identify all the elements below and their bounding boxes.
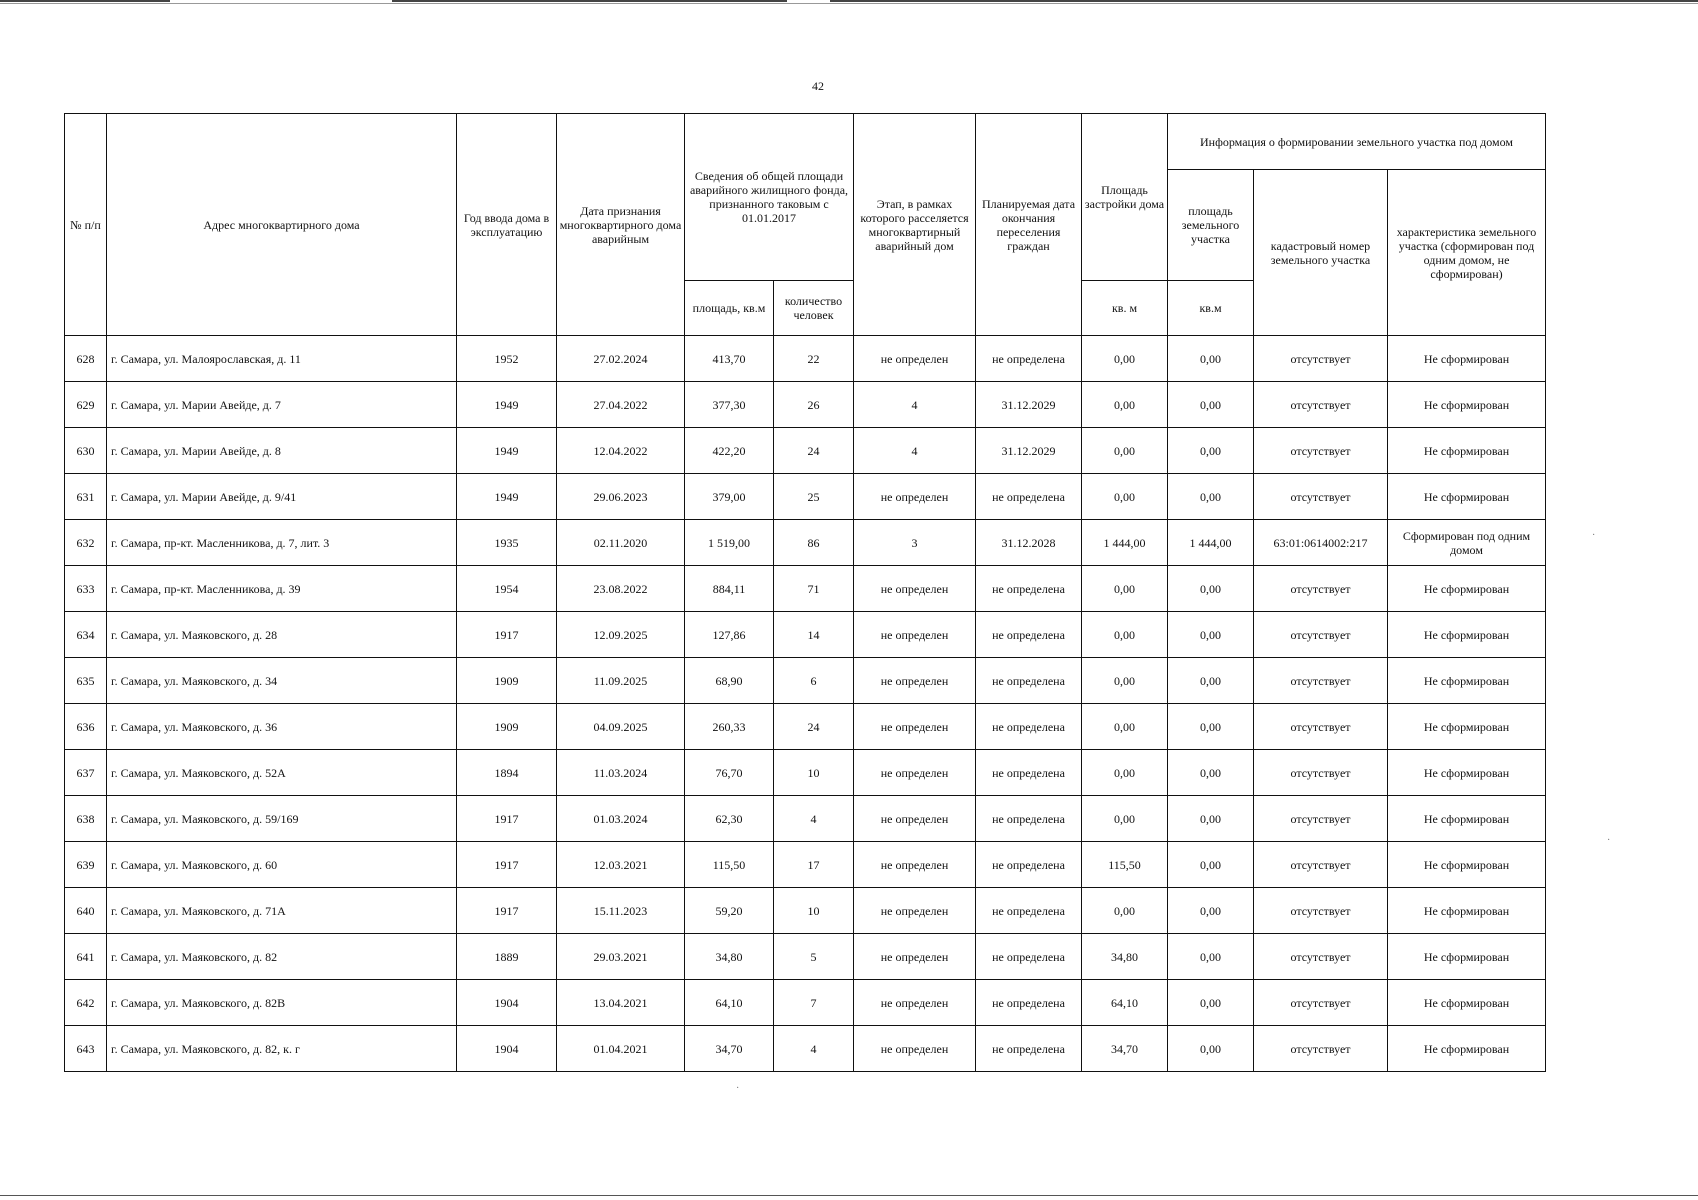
row-year: 1909 <box>457 704 557 750</box>
row-year: 1949 <box>457 428 557 474</box>
row-cadastral: 63:01:0614002:217 <box>1254 520 1388 566</box>
row-building-area: 0,00 <box>1082 750 1168 796</box>
table-body <box>65 336 1546 1072</box>
row-date: 01.03.2024 <box>557 796 685 842</box>
row-land-status: Не сформирован <box>1388 382 1546 428</box>
row-people: 10 <box>774 750 854 796</box>
row-date: 29.06.2023 <box>557 474 685 520</box>
row-land-status: Не сформирован <box>1388 658 1546 704</box>
row-area: 127,86 <box>685 612 774 658</box>
row-stage: не определен <box>854 474 976 520</box>
row-area: 260,33 <box>685 704 774 750</box>
row-num: 633 <box>65 566 107 612</box>
row-cadastral: отсутствует <box>1254 796 1388 842</box>
row-date: 23.08.2022 <box>557 566 685 612</box>
row-planned-date: не определена <box>976 474 1082 520</box>
row-people: 7 <box>774 980 854 1026</box>
row-stage: не определен <box>854 1026 976 1072</box>
row-area: 34,80 <box>685 934 774 980</box>
row-land-status: Не сформирован <box>1388 888 1546 934</box>
row-date: 11.03.2024 <box>557 750 685 796</box>
row-area: 34,70 <box>685 1026 774 1072</box>
row-land-area: 0,00 <box>1168 1026 1254 1072</box>
row-land-status: Не сформирован <box>1388 1026 1546 1072</box>
row-people: 4 <box>774 1026 854 1072</box>
row-area: 422,20 <box>685 428 774 474</box>
row-cadastral: отсутствует <box>1254 566 1388 612</box>
row-date: 04.09.2025 <box>557 704 685 750</box>
row-stage: не определен <box>854 980 976 1026</box>
row-people: 24 <box>774 428 854 474</box>
row-year: 1894 <box>457 750 557 796</box>
row-land-area: 0,00 <box>1168 428 1254 474</box>
row-date: 02.11.2020 <box>557 520 685 566</box>
row-land-area: 0,00 <box>1168 980 1254 1026</box>
row-building-area: 0,00 <box>1082 888 1168 934</box>
header-num: № п/п <box>65 114 107 336</box>
row-num: 628 <box>65 336 107 382</box>
row-cadastral: отсутствует <box>1254 704 1388 750</box>
row-stage: не определен <box>854 612 976 658</box>
row-land-status: Не сформирован <box>1388 796 1546 842</box>
row-area: 76,70 <box>685 750 774 796</box>
row-land-status: Не сформирован <box>1388 980 1546 1026</box>
scan-bottom-edge <box>0 1195 1698 1198</box>
row-people: 14 <box>774 612 854 658</box>
row-address: г. Самара, ул. Маяковского, д. 28 <box>107 612 457 658</box>
header-date-recognized: Дата признания многоквартирного дома аварийным <box>557 114 685 336</box>
row-year: 1904 <box>457 980 557 1026</box>
scan-speck: · <box>1607 835 1611 846</box>
row-stage: 4 <box>854 428 976 474</box>
row-year: 1917 <box>457 612 557 658</box>
row-address: г. Самара, ул. Маяковского, д. 82, к. г <box>107 1026 457 1072</box>
row-building-area: 115,50 <box>1082 842 1168 888</box>
row-building-area: 0,00 <box>1082 796 1168 842</box>
row-year: 1917 <box>457 842 557 888</box>
row-land-area: 0,00 <box>1168 658 1254 704</box>
row-date: 12.03.2021 <box>557 842 685 888</box>
row-building-area: 0,00 <box>1082 428 1168 474</box>
row-planned-date: не определена <box>976 750 1082 796</box>
row-planned-date: 31.12.2028 <box>976 520 1082 566</box>
header-year: Год ввода дома в эксплуатацию <box>457 114 557 336</box>
row-land-area: 0,00 <box>1168 750 1254 796</box>
row-planned-date: не определена <box>976 658 1082 704</box>
header-land-area: площадь земельного участка <box>1168 170 1254 281</box>
row-cadastral: отсутствует <box>1254 336 1388 382</box>
row-stage: 3 <box>854 520 976 566</box>
row-people: 10 <box>774 888 854 934</box>
emergency-housing-table <box>64 113 1546 1072</box>
row-stage: не определен <box>854 566 976 612</box>
row-cadastral: отсутствует <box>1254 980 1388 1026</box>
row-address: г. Самара, ул. Маяковского, д. 82 <box>107 934 457 980</box>
row-year: 1935 <box>457 520 557 566</box>
row-area: 62,30 <box>685 796 774 842</box>
row-planned-date: не определена <box>976 1026 1082 1072</box>
row-address: г. Самара, ул. Марии Авейде, д. 7 <box>107 382 457 428</box>
row-year: 1909 <box>457 658 557 704</box>
row-address: г. Самара, ул. Маяковского, д. 36 <box>107 704 457 750</box>
row-building-area: 1 444,00 <box>1082 520 1168 566</box>
header-building-area-unit: кв. м <box>1082 281 1168 336</box>
row-people: 17 <box>774 842 854 888</box>
row-land-status: Не сформирован <box>1388 704 1546 750</box>
table-row <box>65 750 1546 796</box>
row-area: 1 519,00 <box>685 520 774 566</box>
row-building-area: 64,10 <box>1082 980 1168 1026</box>
row-cadastral: отсутствует <box>1254 658 1388 704</box>
table-row <box>65 658 1546 704</box>
table-row <box>65 474 1546 520</box>
row-date: 01.04.2021 <box>557 1026 685 1072</box>
row-address: г. Самара, пр-кт. Масленникова, д. 39 <box>107 566 457 612</box>
row-land-status: Не сформирован <box>1388 474 1546 520</box>
scan-top-edge <box>0 0 1698 4</box>
row-area: 377,30 <box>685 382 774 428</box>
row-planned-date: не определена <box>976 796 1082 842</box>
row-land-area: 0,00 <box>1168 566 1254 612</box>
row-land-status: Не сформирован <box>1388 428 1546 474</box>
row-num: 640 <box>65 888 107 934</box>
header-people: количество человек <box>774 281 854 336</box>
table-row <box>65 336 1546 382</box>
row-building-area: 0,00 <box>1082 612 1168 658</box>
row-address: г. Самара, ул. Маяковского, д. 82В <box>107 980 457 1026</box>
row-stage: не определен <box>854 888 976 934</box>
row-num: 641 <box>65 934 107 980</box>
row-date: 11.09.2025 <box>557 658 685 704</box>
row-year: 1954 <box>457 566 557 612</box>
row-land-area: 0,00 <box>1168 934 1254 980</box>
table-row <box>65 934 1546 980</box>
row-num: 637 <box>65 750 107 796</box>
row-land-status: Не сформирован <box>1388 934 1546 980</box>
row-year: 1949 <box>457 382 557 428</box>
row-land-area: 0,00 <box>1168 796 1254 842</box>
row-num: 642 <box>65 980 107 1026</box>
row-land-area: 0,00 <box>1168 704 1254 750</box>
table-row <box>65 520 1546 566</box>
row-area: 884,11 <box>685 566 774 612</box>
row-num: 630 <box>65 428 107 474</box>
header-building-area: Площадь застройки дома <box>1082 114 1168 281</box>
row-cadastral: отсутствует <box>1254 750 1388 796</box>
row-building-area: 0,00 <box>1082 704 1168 750</box>
row-people: 4 <box>774 796 854 842</box>
row-land-area: 1 444,00 <box>1168 520 1254 566</box>
row-date: 27.04.2022 <box>557 382 685 428</box>
table-row <box>65 428 1546 474</box>
row-date: 29.03.2021 <box>557 934 685 980</box>
row-land-status: Не сформирован <box>1388 842 1546 888</box>
row-land-status: Не сформирован <box>1388 612 1546 658</box>
row-land-status: Не сформирован <box>1388 566 1546 612</box>
row-people: 25 <box>774 474 854 520</box>
row-people: 26 <box>774 382 854 428</box>
row-planned-date: не определена <box>976 336 1082 382</box>
row-year: 1904 <box>457 1026 557 1072</box>
row-land-status: Не сформирован <box>1388 336 1546 382</box>
row-date: 13.04.2021 <box>557 980 685 1026</box>
row-stage: не определен <box>854 750 976 796</box>
scan-speck: · <box>736 1083 740 1094</box>
row-year: 1917 <box>457 888 557 934</box>
row-cadastral: отсутствует <box>1254 1026 1388 1072</box>
row-cadastral: отсутствует <box>1254 428 1388 474</box>
table-row <box>65 612 1546 658</box>
table-row <box>65 704 1546 750</box>
row-planned-date: не определена <box>976 980 1082 1026</box>
row-cadastral: отсутствует <box>1254 612 1388 658</box>
row-num: 636 <box>65 704 107 750</box>
row-stage: не определен <box>854 658 976 704</box>
row-land-area: 0,00 <box>1168 888 1254 934</box>
row-planned-date: не определена <box>976 934 1082 980</box>
row-building-area: 0,00 <box>1082 336 1168 382</box>
row-land-status: Не сформирован <box>1388 750 1546 796</box>
row-address: г. Самара, ул. Марии Авейде, д. 9/41 <box>107 474 457 520</box>
row-building-area: 34,70 <box>1082 1026 1168 1072</box>
header-land-info: Информация о формировании земельного участка под домом <box>1168 114 1546 170</box>
row-people: 24 <box>774 704 854 750</box>
row-area: 115,50 <box>685 842 774 888</box>
row-land-area: 0,00 <box>1168 336 1254 382</box>
row-stage: не определен <box>854 704 976 750</box>
row-land-area: 0,00 <box>1168 612 1254 658</box>
row-year: 1949 <box>457 474 557 520</box>
row-land-area: 0,00 <box>1168 382 1254 428</box>
table-row <box>65 566 1546 612</box>
row-area: 59,20 <box>685 888 774 934</box>
header-area-info: Сведения об общей площади аварийного жилищного фонда, признанного таковым с 01.01.2017 <box>685 114 854 281</box>
row-planned-date: не определена <box>976 888 1082 934</box>
row-planned-date: не определена <box>976 704 1082 750</box>
row-address: г. Самара, ул. Маяковского, д. 52А <box>107 750 457 796</box>
row-planned-date: не определена <box>976 842 1082 888</box>
row-building-area: 0,00 <box>1082 658 1168 704</box>
row-building-area: 34,80 <box>1082 934 1168 980</box>
row-area: 379,00 <box>685 474 774 520</box>
row-planned-date: не определена <box>976 612 1082 658</box>
row-planned-date: 31.12.2029 <box>976 382 1082 428</box>
row-date: 12.04.2022 <box>557 428 685 474</box>
row-building-area: 0,00 <box>1082 382 1168 428</box>
row-address: г. Самара, ул. Малоярославская, д. 11 <box>107 336 457 382</box>
row-cadastral: отсутствует <box>1254 934 1388 980</box>
row-stage: не определен <box>854 934 976 980</box>
row-cadastral: отсутствует <box>1254 888 1388 934</box>
header-stage: Этап, в рамках которого расселяется многоквартирный аварийный дом <box>854 114 976 336</box>
row-cadastral: отсутствует <box>1254 474 1388 520</box>
row-num: 634 <box>65 612 107 658</box>
row-year: 1917 <box>457 796 557 842</box>
row-num: 635 <box>65 658 107 704</box>
header-planned-date: Планируемая дата окончания переселения граждан <box>976 114 1082 336</box>
row-date: 15.11.2023 <box>557 888 685 934</box>
header-cadastral: кадастровый номер земельного участка <box>1254 170 1388 336</box>
row-area: 68,90 <box>685 658 774 704</box>
row-stage: 4 <box>854 382 976 428</box>
row-num: 643 <box>65 1026 107 1072</box>
table-row <box>65 842 1546 888</box>
row-stage: не определен <box>854 336 976 382</box>
header-land-area-unit: кв.м <box>1168 281 1254 336</box>
row-people: 22 <box>774 336 854 382</box>
scan-speck: · <box>1592 530 1596 541</box>
header-address: Адрес многоквартирного дома <box>107 114 457 336</box>
row-land-area: 0,00 <box>1168 842 1254 888</box>
row-stage: не определен <box>854 842 976 888</box>
row-date: 27.02.2024 <box>557 336 685 382</box>
table-row <box>65 796 1546 842</box>
table-row <box>65 888 1546 934</box>
page-number: 42 <box>812 79 824 93</box>
row-people: 5 <box>774 934 854 980</box>
row-address: г. Самара, ул. Маяковского, д. 60 <box>107 842 457 888</box>
row-planned-date: не определена <box>976 566 1082 612</box>
row-num: 629 <box>65 382 107 428</box>
table-row <box>65 1026 1546 1072</box>
table-row <box>65 382 1546 428</box>
row-date: 12.09.2025 <box>557 612 685 658</box>
row-address: г. Самара, пр-кт. Масленникова, д. 7, лит. 3 <box>107 520 457 566</box>
table-row <box>65 980 1546 1026</box>
row-num: 639 <box>65 842 107 888</box>
row-address: г. Самара, ул. Марии Авейде, д. 8 <box>107 428 457 474</box>
header-land-status: характеристика земельного участка (сформирован под одним домом, не сформирован) <box>1388 170 1546 336</box>
row-cadastral: отсутствует <box>1254 382 1388 428</box>
row-num: 631 <box>65 474 107 520</box>
row-year: 1889 <box>457 934 557 980</box>
row-num: 632 <box>65 520 107 566</box>
row-people: 71 <box>774 566 854 612</box>
row-building-area: 0,00 <box>1082 474 1168 520</box>
row-stage: не определен <box>854 796 976 842</box>
row-area: 64,10 <box>685 980 774 1026</box>
row-cadastral: отсутствует <box>1254 842 1388 888</box>
row-land-area: 0,00 <box>1168 474 1254 520</box>
row-planned-date: 31.12.2029 <box>976 428 1082 474</box>
row-year: 1952 <box>457 336 557 382</box>
header-area: площадь, кв.м <box>685 281 774 336</box>
row-people: 6 <box>774 658 854 704</box>
row-num: 638 <box>65 796 107 842</box>
row-land-status: Сформирован под одним домом <box>1388 520 1546 566</box>
row-address: г. Самара, ул. Маяковского, д. 34 <box>107 658 457 704</box>
row-address: г. Самара, ул. Маяковского, д. 59/169 <box>107 796 457 842</box>
row-area: 413,70 <box>685 336 774 382</box>
row-building-area: 0,00 <box>1082 566 1168 612</box>
row-people: 86 <box>774 520 854 566</box>
row-address: г. Самара, ул. Маяковского, д. 71А <box>107 888 457 934</box>
